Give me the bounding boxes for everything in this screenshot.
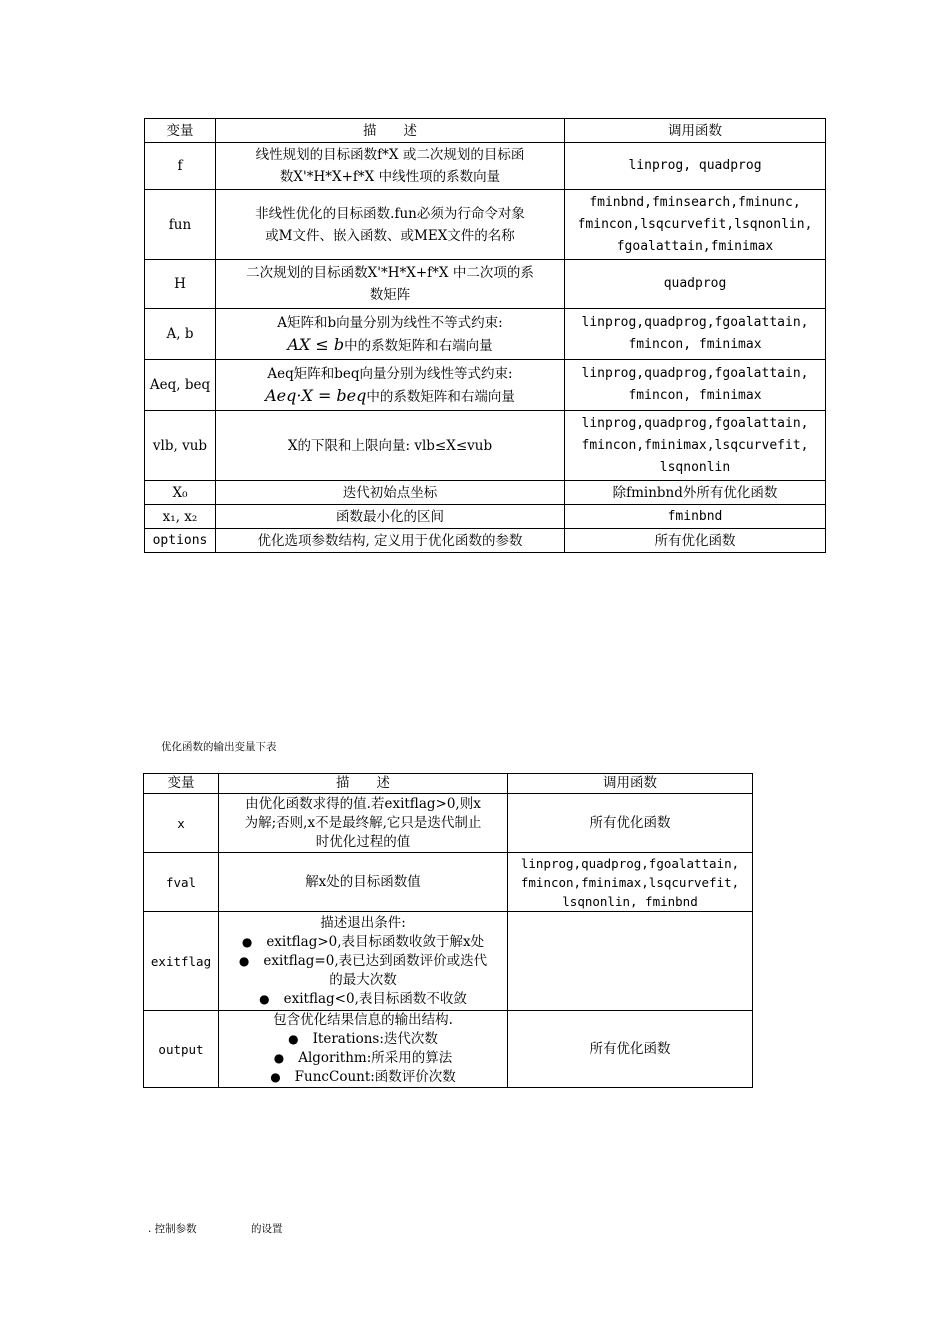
- bullet-icon: ●: [259, 991, 270, 1006]
- desc-line: 非线性优化的目标函数.fun必须为行命令对象: [255, 205, 525, 222]
- var-cell: output: [144, 1011, 219, 1088]
- input-variables-table: [144, 118, 826, 553]
- desc-line: X的下限和上限向量: vlb≤X≤vub: [287, 437, 493, 454]
- func-cell: [565, 505, 826, 529]
- desc-line: 数X'*H*X+f*X 中线性项的系数向量: [279, 169, 501, 185]
- desc-line: 迭代初始点坐标: [342, 484, 438, 501]
- table-row: [145, 309, 826, 360]
- desc-cell: [219, 912, 508, 1011]
- func-cell: [565, 411, 826, 481]
- func-line: linprog,quadprog,fgoalattain,: [581, 366, 809, 381]
- func-line: fgoalattain,fminimax: [616, 238, 774, 254]
- var-cell: exitflag: [144, 912, 219, 1011]
- func-line: 所有优化函数: [589, 1040, 671, 1057]
- table-row: [144, 853, 753, 912]
- header-variable: 变量: [144, 774, 219, 794]
- table-row: [144, 912, 753, 1011]
- desc-line: 由优化函数求得的值.若exitflag>0,则x: [245, 795, 481, 812]
- bullet-item: [223, 952, 503, 971]
- desc-cell: [216, 481, 565, 505]
- desc-cell: [219, 794, 508, 853]
- func-line: fmincon,fminimax,lsqcurvefit,: [520, 874, 740, 890]
- func-line: 除fminbnd外所有优化函数: [612, 484, 778, 501]
- func-line: fmincon, fminimax: [628, 388, 762, 403]
- table-row: [145, 143, 826, 190]
- table-header-row: [144, 774, 753, 794]
- desc-line: Aeq矩阵和beq向量分别为线性等式约束:: [267, 365, 513, 382]
- inequality-formula: AX ≤ b: [287, 334, 345, 354]
- func-line: linprog,quadprog,fgoalattain,: [581, 415, 809, 431]
- func-line: fminbnd: [667, 508, 723, 524]
- table-row: [144, 794, 753, 853]
- func-line: lsqnonlin: [659, 459, 731, 475]
- table-row: [145, 411, 826, 481]
- header-description: 描 述: [219, 774, 508, 794]
- desc-cell: [216, 411, 565, 481]
- var-cell: x: [144, 794, 219, 853]
- bullet-item: [223, 1049, 503, 1068]
- table-row: [145, 505, 826, 529]
- bullet-text: exitflag<0,表目标函数不收敛: [283, 990, 467, 1007]
- formula-suffix: 中的系数矩阵和右端向量: [366, 388, 515, 405]
- func-line: lsqnonlin, fminbnd: [562, 893, 698, 909]
- func-line: linprog,quadprog,fgoalattain,: [581, 315, 809, 330]
- desc-cell: [216, 505, 565, 529]
- bullet-icon: ●: [273, 1051, 285, 1065]
- func-line: linprog,quadprog,fgoalattain,: [520, 855, 740, 871]
- func-cell: [565, 309, 826, 360]
- bullet-text: exitflag=0,表已达到函数评价或迭代: [263, 952, 488, 969]
- func-line: linprog, quadprog: [628, 158, 762, 173]
- var-cell: vlb, vub: [145, 411, 216, 481]
- desc-line: A矩阵和b向量分别为线性不等式约束:: [277, 314, 503, 331]
- func-line: fmincon,fminimax,lsqcurvefit,: [581, 437, 809, 453]
- desc-line: 或M文件、嵌入函数、或MEX文件的名称: [265, 227, 515, 244]
- header-functions: 调用函数: [508, 774, 753, 794]
- desc-line: 函数最小化的区间: [336, 508, 444, 525]
- desc-cell: [216, 260, 565, 309]
- desc-title: 包含优化结果信息的输出结构.: [273, 1012, 453, 1028]
- bullet-continuation: 的最大次数: [329, 971, 397, 988]
- header-variable: 变量: [145, 119, 216, 143]
- section-heading-left: . 控制参数: [148, 1223, 197, 1235]
- func-cell: [565, 190, 826, 260]
- output-variables-table: [143, 773, 753, 1088]
- desc-line: 为解;否则,x不是最终解,它只是迭代制止: [244, 814, 482, 831]
- func-cell: [508, 1011, 753, 1088]
- bullet-text: Iterations:迭代次数: [312, 1031, 438, 1047]
- func-cell: [565, 360, 826, 411]
- desc-formula-line: [220, 334, 560, 357]
- header-description: 描 述: [216, 119, 565, 143]
- bullet-text: Algorithm:所采用的算法: [298, 1050, 453, 1066]
- var-cell: Aeq, beq: [145, 360, 216, 411]
- desc-cell: [216, 143, 565, 190]
- func-line: 所有优化函数: [589, 814, 671, 831]
- equality-formula: Aeq·X = beq: [265, 385, 367, 405]
- var-cell: options: [145, 529, 216, 553]
- var-cell: fval: [144, 853, 219, 912]
- output-table-caption: 优化函数的输出变量下表: [161, 741, 277, 753]
- section-heading-right: 的设置: [251, 1223, 283, 1235]
- table-row: [145, 190, 826, 260]
- table-row: [145, 481, 826, 505]
- func-line: fminbnd,fminsearch,fminunc,: [589, 194, 801, 210]
- desc-cell: [216, 190, 565, 260]
- func-cell: [565, 529, 826, 553]
- desc-cell: [219, 1011, 508, 1088]
- desc-cell: [216, 529, 565, 553]
- header-functions: 调用函数: [565, 119, 826, 143]
- desc-line: 优化选项参数结构, 定义用于优化函数的参数: [257, 532, 523, 549]
- table-row: [145, 529, 826, 553]
- func-cell: [565, 481, 826, 505]
- desc-line: 线性规划的目标函数f*X 或二次规划的目标函: [255, 147, 525, 163]
- func-cell: [508, 853, 753, 912]
- func-line: 所有优化函数: [654, 532, 736, 549]
- table-row: [144, 1011, 753, 1088]
- table-row: [145, 360, 826, 411]
- var-cell: x₁, x₂: [145, 505, 216, 529]
- bullet-icon: ●: [288, 1032, 299, 1046]
- bullet-text: exitflag>0,表目标函数收敛于解x处: [266, 933, 485, 950]
- bullet-text: FuncCount:函数评价次数: [294, 1069, 456, 1085]
- var-cell: fun: [145, 190, 216, 260]
- desc-line: 时优化过程的值: [315, 833, 411, 850]
- desc-line: 解x处的目标函数值: [305, 873, 421, 890]
- desc-cell: [216, 309, 565, 360]
- desc-line: 二次规划的目标函数X'*H*X+f*X 中二次项的系: [246, 265, 534, 281]
- func-line: quadprog: [663, 276, 727, 291]
- func-line: fmincon, fminimax: [628, 337, 762, 352]
- desc-formula-line: [220, 385, 560, 408]
- bullet-item: [223, 1030, 503, 1049]
- func-cell: [565, 260, 826, 309]
- func-cell: [508, 794, 753, 853]
- bullet-item: [223, 933, 503, 952]
- desc-line: 数矩阵: [369, 287, 411, 303]
- desc-title: 描述退出条件:: [320, 914, 406, 931]
- func-cell: [565, 143, 826, 190]
- formula-suffix: 中的系数矩阵和右端向量: [344, 337, 493, 354]
- bullet-icon: ●: [270, 1070, 281, 1084]
- bullet-icon: ●: [241, 934, 253, 949]
- bullet-item: [223, 1068, 503, 1087]
- var-cell: f: [145, 143, 216, 190]
- bullet-icon: ●: [238, 953, 250, 968]
- bullet-item: [223, 990, 503, 1009]
- func-line: fmincon,lsqcurvefit,lsqnonlin,: [577, 216, 813, 232]
- var-cell: X₀: [145, 481, 216, 505]
- var-cell: A, b: [145, 309, 216, 360]
- desc-cell: [219, 853, 508, 912]
- func-cell: [508, 912, 753, 1011]
- table-header-row: [145, 119, 826, 143]
- desc-cell: [216, 360, 565, 411]
- table-row: [145, 260, 826, 309]
- var-cell: H: [145, 260, 216, 309]
